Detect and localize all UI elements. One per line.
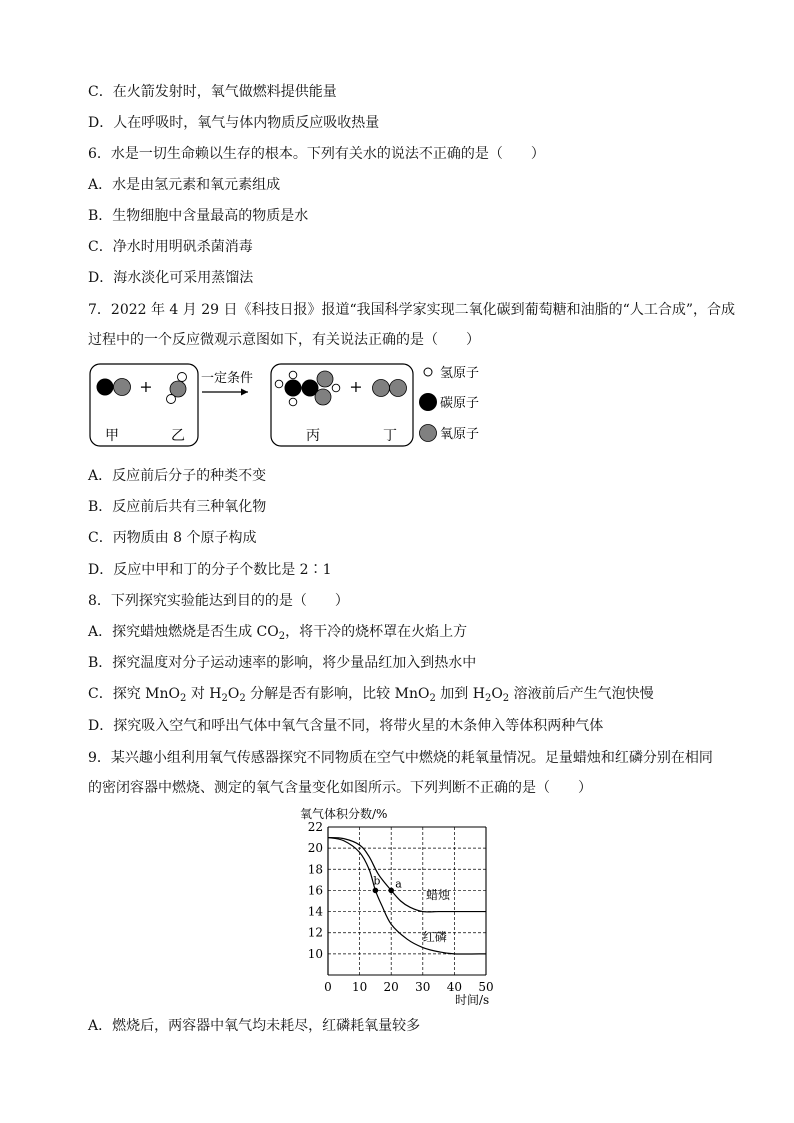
chart-grid xyxy=(328,827,486,975)
carbon-atom xyxy=(285,380,302,397)
hydrogen-atom xyxy=(167,395,176,404)
chart-points xyxy=(373,874,403,893)
q7-option-b: B．反应前后共有三种氧化物 xyxy=(88,499,267,515)
chart-series xyxy=(328,838,486,954)
hydrogen-atom xyxy=(289,371,297,379)
chart-xlabel: 时间/s xyxy=(455,993,490,1007)
chart-ticks xyxy=(308,820,494,994)
x-tick-label: 50 xyxy=(478,980,494,994)
chart-ylabel: 氧气体积分数/% xyxy=(300,807,388,821)
q7-option-c: C．丙物质由 8 个原子构成 xyxy=(88,530,257,546)
x-tick-label: 30 xyxy=(415,980,431,994)
hydrogen-atom xyxy=(178,373,187,382)
q6-option-c: C．净水时用明矾杀菌消毒 xyxy=(88,239,253,255)
point-label-a: a xyxy=(395,877,402,891)
oxygen-atom xyxy=(315,389,331,405)
oxygen-atom xyxy=(373,380,390,397)
legend-carbon-label: 碳原子 xyxy=(440,396,480,411)
oxygen-atom xyxy=(114,379,131,396)
hydrogen-atom xyxy=(275,380,283,388)
legend-oxygen-label: 氧原子 xyxy=(440,427,480,442)
q8-option-b: B．探究温度对分子运动速率的影响，将少量品红加入到热水中 xyxy=(88,655,477,671)
y-tick-label: 14 xyxy=(307,904,323,919)
x-tick-label: 10 xyxy=(351,980,368,994)
label-ding: 丁 xyxy=(383,428,397,444)
oxygen-chart xyxy=(290,803,520,1008)
y-tick-label: 18 xyxy=(307,862,323,877)
y-tick-label: 10 xyxy=(307,946,323,961)
point-a xyxy=(388,888,394,894)
q9-stem-line2: 的密闭容器中燃烧、测定的氧气含量变化如图所示。下列判断不正确的是（ ） xyxy=(88,780,592,796)
hydrogen-atom xyxy=(289,398,297,406)
point-b xyxy=(373,888,379,894)
reaction-condition: 一定条件 xyxy=(200,371,254,386)
q8-stem: 8．下列探究实验能达到目的的是（ ） xyxy=(88,593,349,609)
plus-sign-left: + xyxy=(139,377,153,396)
y-tick-label: 20 xyxy=(307,841,323,856)
q7-stem-line1: 7．2022 年 4 月 29 日《科技日报》报道“我国科学家实现二氧化碳到葡萄糖和油脂的“人工合成”，合成 xyxy=(88,302,735,318)
series-line-candle xyxy=(328,838,486,912)
y-tick-label: 16 xyxy=(307,883,323,898)
q5-option-c: C．在火箭发射时，氧气做燃料提供能量 xyxy=(88,84,337,100)
carbon-atom xyxy=(97,379,114,396)
x-tick-label: 20 xyxy=(383,980,399,994)
label-bing: 丙 xyxy=(306,428,320,444)
label-jia: 甲 xyxy=(105,428,119,444)
series-label: 蜡烛 xyxy=(425,887,450,902)
q9-stem-line1: 9．某兴趣小组利用氧气传感器探究不同物质在空气中燃烧的耗氧量情况。足量蜡烛和红磷分别在相同 xyxy=(88,750,713,766)
legend-hydrogen-label: 氢原子 xyxy=(440,366,480,381)
legend-oxygen-icon xyxy=(420,425,437,442)
label-yi: 乙 xyxy=(171,428,185,444)
q7-stem-line2: 过程中的一个反应微观示意图如下，有关说法正确的是（ ） xyxy=(88,332,480,348)
series-label: 红磷 xyxy=(422,930,447,945)
y-tick-label: 22 xyxy=(307,820,323,834)
q8-option-c: C．探究 MnO$_2$ 对 $H_2O_2$ 分解是否有影响，比较 MnO$_2$ 加到 $H_2O_2$ 溶液前后产生气泡快慢 xyxy=(88,686,654,704)
q6-stem: 6．水是一切生命赖以生存的根本。下列有关水的说法不正确的是（ ） xyxy=(88,146,545,162)
q8-option-a: A．探究蜡烛燃烧是否生成 $CO_2$，将干冷的烧杯罩在火焰上方 xyxy=(88,624,468,642)
series-line-red-phosphorus xyxy=(328,838,486,954)
plus-sign-right: + xyxy=(349,377,363,396)
reaction-diagram xyxy=(88,362,508,452)
hydrogen-atom xyxy=(332,384,340,392)
q7-option-d: D．反应中甲和丁的分子个数比是 2∶1 xyxy=(88,562,332,578)
legend-hydrogen-icon xyxy=(424,368,432,376)
oxygen-atom xyxy=(390,380,407,397)
y-tick-label: 12 xyxy=(307,925,323,940)
q6-option-b: B．生物细胞中含量最高的物质是水 xyxy=(88,208,309,224)
point-label-b: b xyxy=(373,874,381,888)
x-tick-label: 40 xyxy=(446,980,463,994)
q8-option-d: D．探究吸入空气和呼出气体中氧气含量不同，将带火星的木条伸入等体积两种气体 xyxy=(88,718,604,734)
oxygen-atom xyxy=(317,371,333,387)
q6-option-a: A．水是由氢元素和氧元素组成 xyxy=(88,177,281,193)
x-tick-label: 0 xyxy=(324,980,332,994)
arrow-head xyxy=(241,389,248,396)
legend-carbon-icon xyxy=(419,393,437,411)
q7-option-a: A．反应前后分子的种类不变 xyxy=(88,468,267,484)
q5-option-d: D．人在呼吸时，氧气与体内物质反应吸收热量 xyxy=(88,115,380,131)
q6-option-d: D．海水淡化可采用蒸馏法 xyxy=(88,270,254,286)
q9-option-a: A．燃烧后，两容器中氧气均未耗尽，红磷耗氧量较多 xyxy=(88,1018,421,1034)
